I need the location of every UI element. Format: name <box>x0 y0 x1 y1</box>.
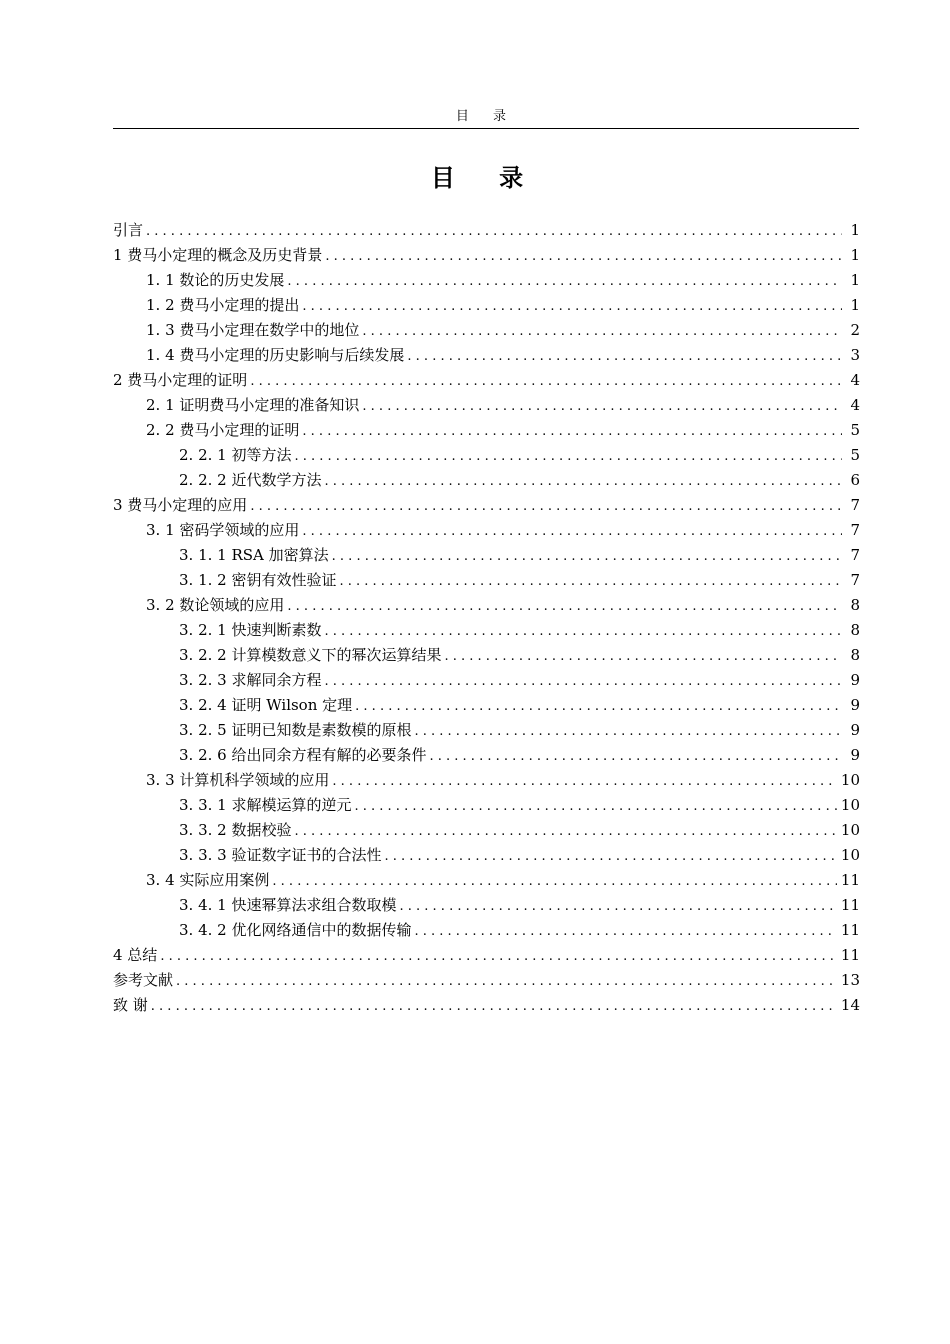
toc-entry-label: 3. 1. 2 密钥有效性验证 <box>179 571 337 589</box>
toc-entry-page: 1 <box>850 271 860 289</box>
toc-entry-page: 1 <box>850 296 860 314</box>
toc-entry[interactable] <box>113 343 860 368</box>
toc-entry-page: 8 <box>850 621 860 639</box>
toc-entry-label: 2. 1 证明费马小定理的准备知识 <box>146 396 360 414</box>
toc-dot-leader <box>444 644 842 669</box>
toc-dot-leader <box>302 294 842 319</box>
toc-entry-label: 引言 <box>113 221 144 239</box>
toc-entry[interactable] <box>113 243 860 268</box>
table-of-contents <box>113 218 860 1018</box>
toc-entry-label: 1. 1 数论的历史发展 <box>146 271 285 289</box>
toc-dot-leader <box>362 319 842 344</box>
toc-entry[interactable] <box>113 368 860 393</box>
running-header: 目 录 <box>455 109 517 124</box>
toc-entry-page: 11 <box>840 896 860 914</box>
toc-entry-page: 11 <box>840 946 860 964</box>
toc-entry[interactable] <box>113 768 860 793</box>
toc-entry[interactable] <box>113 868 860 893</box>
toc-entry[interactable] <box>113 993 860 1018</box>
toc-dot-leader <box>399 894 836 919</box>
toc-dot-leader <box>302 519 842 544</box>
toc-dot-leader <box>302 419 842 444</box>
toc-dot-leader <box>407 344 842 369</box>
toc-entry-label: 3 费马小定理的应用 <box>113 496 248 514</box>
toc-entry-label: 1 费马小定理的概念及历史背景 <box>113 246 323 264</box>
toc-entry[interactable] <box>113 443 860 468</box>
toc-dot-leader <box>414 919 836 944</box>
toc-entry[interactable] <box>113 518 860 543</box>
toc-entry-label: 1. 2 费马小定理的提出 <box>146 296 300 314</box>
toc-entry-page: 14 <box>840 996 860 1014</box>
toc-entry[interactable] <box>113 418 860 443</box>
toc-entry-page: 9 <box>850 721 860 739</box>
toc-entry[interactable] <box>113 393 860 418</box>
toc-dot-leader <box>332 544 842 569</box>
toc-entry[interactable] <box>113 493 860 518</box>
toc-entry-page: 8 <box>850 596 860 614</box>
toc-entry-page: 1 <box>850 221 860 239</box>
toc-entry-label: 3. 1. 1 RSA 加密算法 <box>179 546 329 564</box>
toc-entry-page: 13 <box>840 971 860 989</box>
toc-entry-page: 9 <box>850 671 860 689</box>
toc-dot-leader <box>354 794 836 819</box>
toc-entry-label: 3. 2. 4 证明 Wilson 定理 <box>179 696 353 714</box>
toc-entry-page: 5 <box>850 421 860 439</box>
toc-entry-label: 3. 3. 3 验证数字证书的合法性 <box>179 846 382 864</box>
toc-entry[interactable] <box>113 593 860 618</box>
toc-dot-leader <box>362 394 842 419</box>
toc-dot-leader <box>324 619 842 644</box>
toc-dot-leader <box>176 969 837 994</box>
toc-entry-page: 7 <box>850 546 860 564</box>
toc-entry-page: 1 <box>850 246 860 264</box>
toc-entry-page: 10 <box>840 771 860 789</box>
toc-entry-label: 3. 2. 6 给出同余方程有解的必要条件 <box>179 746 427 764</box>
toc-entry-page: 7 <box>850 496 860 514</box>
toc-entry-label: 2. 2 费马小定理的证明 <box>146 421 300 439</box>
toc-dot-leader <box>414 719 842 744</box>
toc-entry[interactable] <box>113 693 860 718</box>
toc-entry-page: 7 <box>850 571 860 589</box>
toc-entry-page: 2 <box>850 321 860 339</box>
toc-dot-leader <box>272 869 837 894</box>
toc-entry[interactable] <box>113 918 860 943</box>
toc-entry-page: 10 <box>840 846 860 864</box>
toc-dot-leader <box>339 569 842 594</box>
toc-entry-page: 11 <box>840 921 860 939</box>
toc-entry-label: 参考文献 <box>113 971 174 989</box>
toc-entry-page: 10 <box>840 796 860 814</box>
toc-entry[interactable] <box>113 943 860 968</box>
toc-entry-page: 8 <box>850 646 860 664</box>
toc-entry-label: 3. 2. 5 证明已知数是素数模的原根 <box>179 721 412 739</box>
toc-entry-label: 3. 1 密码学领域的应用 <box>146 521 300 539</box>
toc-entry[interactable] <box>113 718 860 743</box>
page-title: 目 录 <box>430 164 542 192</box>
toc-entry-page: 5 <box>850 446 860 464</box>
toc-entry-page: 7 <box>850 521 860 539</box>
toc-dot-leader <box>294 444 842 469</box>
toc-entry[interactable] <box>113 293 860 318</box>
toc-dot-leader <box>332 769 837 794</box>
toc-dot-leader <box>287 269 842 294</box>
toc-entry-label: 3. 4. 1 快速幂算法求组合数取模 <box>179 896 397 914</box>
toc-entry[interactable] <box>113 218 860 243</box>
toc-entry-label: 3. 4. 2 优化网络通信中的数据传输 <box>179 921 412 939</box>
toc-entry-label: 3. 3 计算机科学领域的应用 <box>146 771 330 789</box>
toc-entry-label: 2 费马小定理的证明 <box>113 371 248 389</box>
toc-entry-label: 3. 4 实际应用案例 <box>146 871 270 889</box>
toc-entry-label: 1. 3 费马小定理在数学中的地位 <box>146 321 360 339</box>
toc-entry[interactable] <box>113 743 860 768</box>
toc-entry-page: 4 <box>850 371 860 389</box>
toc-entry-page: 3 <box>850 346 860 364</box>
toc-dot-leader <box>287 594 842 619</box>
toc-dot-leader <box>325 244 842 269</box>
toc-entry[interactable] <box>113 268 860 293</box>
toc-entry-label: 3. 2. 2 计算模数意义下的幂次运算结果 <box>179 646 442 664</box>
toc-entry[interactable] <box>113 618 860 643</box>
toc-entry-page: 9 <box>850 746 860 764</box>
toc-entry-label: 3. 3. 1 求解模运算的逆元 <box>179 796 352 814</box>
toc-entry-label: 2. 2. 2 近代数学方法 <box>179 471 322 489</box>
toc-entry[interactable] <box>113 568 860 593</box>
toc-entry[interactable] <box>113 468 860 493</box>
toc-entry[interactable] <box>113 893 860 918</box>
toc-entry[interactable] <box>113 818 860 843</box>
toc-entry[interactable] <box>113 318 860 343</box>
toc-entry[interactable] <box>113 543 860 568</box>
toc-entry[interactable] <box>113 843 860 868</box>
toc-entry-label: 4 总结 <box>113 946 158 964</box>
toc-entry[interactable] <box>113 968 860 993</box>
toc-entry-label: 3. 2. 1 快速判断素数 <box>179 621 322 639</box>
toc-entry-page: 9 <box>850 696 860 714</box>
toc-entry-label: 致 谢 <box>113 996 148 1014</box>
toc-dot-leader <box>384 844 836 869</box>
toc-entry-label: 3. 2 数论领域的应用 <box>146 596 285 614</box>
toc-dot-leader <box>250 494 842 519</box>
toc-entry-label: 3. 3. 2 数据校验 <box>179 821 292 839</box>
toc-dot-leader <box>250 369 842 394</box>
header-rule <box>113 128 859 129</box>
toc-dot-leader <box>151 994 837 1019</box>
toc-entry-label: 1. 4 费马小定理的历史影响与后续发展 <box>146 346 405 364</box>
toc-dot-leader <box>146 219 842 244</box>
toc-dot-leader <box>324 469 842 494</box>
toc-dot-leader <box>355 694 842 719</box>
toc-dot-leader <box>160 944 837 969</box>
toc-dot-leader <box>294 819 836 844</box>
toc-dot-leader <box>324 669 842 694</box>
toc-entry[interactable] <box>113 668 860 693</box>
toc-entry-page: 10 <box>840 821 860 839</box>
toc-entry[interactable] <box>113 643 860 668</box>
toc-entry-page: 4 <box>850 396 860 414</box>
toc-entry-page: 11 <box>840 871 860 889</box>
toc-entry[interactable] <box>113 793 860 818</box>
toc-entry-label: 2. 2. 1 初等方法 <box>179 446 292 464</box>
toc-entry-label: 3. 2. 3 求解同余方程 <box>179 671 322 689</box>
toc-entry-page: 6 <box>850 471 860 489</box>
toc-dot-leader <box>429 744 842 769</box>
